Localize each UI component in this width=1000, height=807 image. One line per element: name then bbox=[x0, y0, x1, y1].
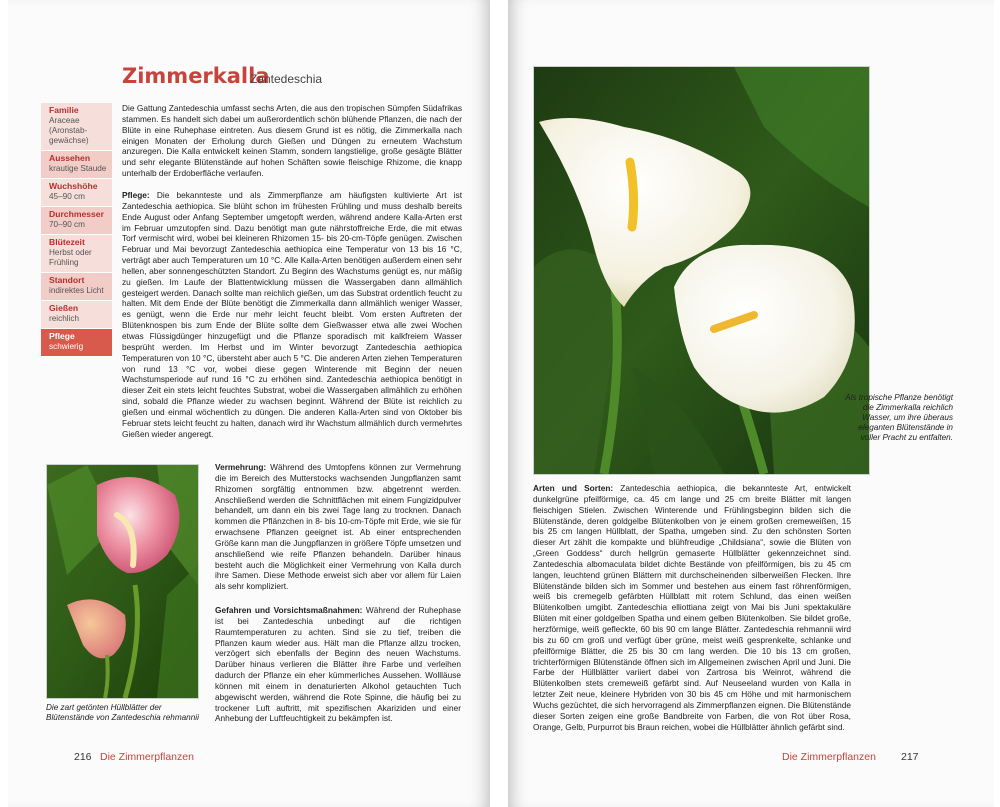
white-calla-photo bbox=[533, 66, 870, 475]
fact-value: schwierig bbox=[49, 342, 84, 351]
varieties-text: Zantedeschia aethiopica, die bekannteste Art, entwickelt dunkelgrüne pfeilförmige, ca. 45 cm lange und 25 cm breite Blätter mit langen fleischigen Stielen. Zwischen Winterende und Frühlingsbeginn bilden sich die Blütenstände, deren goldgelbe Blütenkolben von je einem großen cremeweißen, 15 bis 25 cm langen Hüllblatt, der Spatha, umgeben sind. Zu den schönsten Sorten dieser Art zählt die kompakte und blühfreudige „Childsiana“, sowie die Blüten von „Green Goddess“ durch hellgrün gemaserte Hüllblätter gekennzeichnet sind. Zantedeschia albomaculata bildet dichte Bestände von pfeilförmigen, bis zu 45 cm langen, leuchtend grünen Blättern mit durchscheinenden silberweißen Flecken. Ihre Blütenstände bilden sich im Sommer und bestehen aus einem fast röhrenförmigen, weiß bis cremegelb gefärbten Hüllblatt mit rotem Schlund, das einen weißen Blütenkolben umgibt. Zantedeschia elliottiana zeigt von Mai bis Juni spektakuläre Blüten mit einer goldgelben Spatha und einem gelben Blütenkolben. Sie bildet große, herzförmige, weiß gefleckte, 60 bis 90 cm lange Blätter. Zantedeschia rehmannii wird bis zu 60 cm groß und verfügt über grüne, meist weiß gesprenkelte, schlanke und pfeilförmige Blätter, die 25 bis 30 cm lang werden. Die 10 bis 13 cm großen, trichterförmigen Blütenstände öffnen sich im Allgemeinen zwischen April und Juni. Die Farbe der Hüllblätter variiert dabei von Zartrosa bis Weinrot, während die Blütenkolben stets cremeweiß gefärbt sind. Auf Neuseeland wurden von Kalla in letzter Zeit neue, kleinere Hybriden von 30 bis 45 cm Höhe und mit harmonischem Wuchs gezüchtet, die sich hervorragend als Zimmerpflanzen eignen. Die Blütenstände dieser Sorten zeigen eine große Bandbreite von Farben, die von Rot über Rosa, Orange, Gelb, Purpurrot bis Braun reichen, wobei die Hüllblätter ähnlich gefärbt sind. bbox=[533, 483, 851, 732]
intro-text: Die Gattung Zantedeschia umfasst sechs Arten, die aus den tropischen Sümpfen Südafrikas stammen. Es handelt sich dabei um außerordentlich schön blühende Pflanzen, die nach der Blüte in eine Ruhephase eintreten. Aus diesem Grund ist es nötig, die Zimmerkalla nach einigen Monaten der Erholung durch Gießen und Düngen zu erneutem Wachstum anzuregen. Die Kalla entwickelt keinen Stamm, sondern langstielige, große gesägte Blätter und sehr elegante Blütenstände auf hohen Schäften sowie fleischige Rhizome, die knapp unterhalb der Erdoberfläche verlaufen. bbox=[122, 103, 462, 179]
page-number-left: 216 bbox=[74, 751, 92, 763]
fact-label: Durchmesser bbox=[49, 209, 104, 219]
running-title-right: Die Zimmerpflanzen bbox=[782, 751, 876, 763]
fact-care bbox=[41, 329, 112, 357]
fact-value: krautige Staude bbox=[49, 164, 107, 173]
fact-label: Familie bbox=[49, 105, 79, 115]
varieties-heading: Arten und Sorten: bbox=[533, 483, 614, 493]
fact-label: Blütezeit bbox=[49, 237, 85, 247]
varieties-section bbox=[533, 483, 851, 732]
propagation-heading: Vermehrung: bbox=[215, 462, 267, 472]
hazards-section bbox=[215, 605, 461, 724]
fact-appearance bbox=[41, 151, 112, 179]
fact-bloom-time bbox=[41, 235, 112, 273]
fact-label: Gießen bbox=[49, 303, 79, 313]
care-text: Die bekannteste und als Zimmerpflanze am häufigsten kultivierte Art ist Zantedeschia aethiopica. Sie blüht schon im frühesten Frühling und muss deshalb bereits Ende August oder Anfang September umgetopft werden, während andere Kalla-Arten erst im Februar umzutopfen sind. Dazu benötigt man gute nährstoffreiche Erde, die mit etwas Torf vermischt wird, wobei bei kleineren Rhizomen 15- bis 20-cm-Töpfe genügen. Zwischen Februar und Mai bevorzugt Zantedeschia aethiopica eine Temperatur von 13 bis 16 °C, verträgt aber auch Temperaturen um 10 °C. Alle Kalla-Arten benötigen außerdem einen sehr hellen, aber sonnengeschützten Standort. Zu Beginn des Wachstums genügt es, nur mäßig zu gießen. Im Laufe der Blattentwicklung müssen die Wassergaben dann allmählich gesteigert werden. Danach sollte man reichlich gießen, um das Substrat ordentlich feucht zu halten. Mit dem Ende der Blüte benötigt die Zimmerkalla dann allmählich weniger Wasser, es genügt, wenn die Erde nur mehr leicht feucht bleibt. Vom ersten Auftreten der Blütenknospen bis zum Ende der Blüte sollte dem Gießwasser etwa alle zwei Wochen etwas Flüssigdünger hinzugefügt und die Pflanze sporadisch mit kalkfreiem Wasser besprüht werden. Im Herbst und im Winter bevorzugt Zantedeschia aethiopica Temperaturen von 10 °C, übersteht aber auch 5 °C. Die anderen Arten ziehen Temperaturen von rund 13 °C vor, wobei diese gegen Winterende mit Beginn der neuen Wachstumsperiode auf rund 16 °C zu erhöhen sind. Zantedeschia aethiopica benötigt in dieser Zeit ein stets leicht feuchtes Substrat, wobei die Wassergaben allmählich zu erhöhen sind, sobald die Pflanze wieder zu wachsen beginnt. Während der Blüte ist reichlich zu gießen und einmal wöchentlich zu düngen. Die anderen Kalla-Arten sind von Oktober bis Februar stets leicht feucht zu halten, danach wird ihr Wachstum allmählich durch vermehrtes Gießen wieder angeregt. bbox=[122, 190, 463, 439]
left-photo-caption: Die zart getönten Hüllblätter der Blütenstände von Zantedeschia rehmannii bbox=[46, 703, 199, 722]
fact-value: Herbst oder Frühling bbox=[49, 248, 92, 267]
fact-value: 70–90 cm bbox=[49, 220, 85, 229]
propagation-text: Während des Umtopfens können zur Vermehrung die im Bereich des Mutterstocks wachsenden Jungpflanzen samt Rhizomen sorgfältig entnommen bzw. abgetrennt werden. Anschließend werden die Schnittflächen mit einem Fungizidpulver behandelt, um dann ein bis zwei Tage lang zu trocknen. Danach kommen die Pflänzchen in 8- bis 10-cm-Töpfe mit Erde, wie sie für erwachsene Pflanzen geeignet ist. Ab einer entsprechenden Größe kann man die Jungpflanzen in größere Töpfe umsetzen und anschließend wie reife Pflanzen behandeln. Darüber hinaus besteht auch die Möglichkeit einer Vermehrung von Kalla durch ihre Samen. Diese Methode erweist sich aber vor allem für Laien als sehr kompliziert. bbox=[215, 462, 461, 592]
page-title: Zimmerkalla bbox=[122, 64, 270, 88]
botanical-name: Zantedeschia bbox=[250, 72, 323, 86]
propagation-section bbox=[215, 462, 461, 592]
hazards-text: Während der Ruhephase ist bei Zantedeschia unbedingt auf die richtigen Raumtemperaturen zu achten. Sind sie zu tief, treiben die Pflanzen kaum wieder aus. Hält man die Pflanze allzu trocken, verzögert sich ebenfalls der Beginn des neuen Wachstums. Darüber hinaus verlieren die Blätter ihre Farbe und verleihen dadurch der Pflanze ein eher kümmerliches Aussehen. Wollläuse können mit einem in denaturierten Alkohol getauchten Tuch abgewischt werden, während die Rote Spinne, die häufig bei zu trockener Luft auftritt, mit spezifischen Akariziden und einer Anhebung der Luftfeuchtigkeit zu bekämpfen ist. bbox=[215, 605, 461, 724]
fact-label: Wuchshöhe bbox=[49, 181, 98, 191]
fact-value: reichlich bbox=[49, 314, 80, 323]
fact-value: indirektes Licht bbox=[49, 286, 104, 295]
pink-calla-photo bbox=[46, 464, 199, 699]
fact-location bbox=[41, 273, 112, 301]
care-section bbox=[122, 190, 462, 439]
intro-paragraph bbox=[122, 103, 462, 179]
page-number-right: 217 bbox=[901, 751, 919, 763]
fact-label: Aussehen bbox=[49, 153, 91, 163]
fact-value: 45–90 cm bbox=[49, 192, 85, 201]
fact-label: Standort bbox=[49, 275, 85, 285]
fact-label: Pflege bbox=[49, 331, 75, 341]
right-photo-caption: Als tropische Pflanze benötigt die Zimmerkalla reichlich Wasser, um ihre überaus eleganten Blütenstände in voller Pracht zu entfalten. bbox=[845, 393, 953, 442]
fact-family bbox=[41, 103, 112, 151]
running-title-left: Die Zimmerpflanzen bbox=[100, 751, 194, 763]
care-heading: Pflege: bbox=[122, 190, 150, 200]
fact-value: Araceae (Aronstab-gewächse) bbox=[49, 116, 89, 145]
fact-diameter bbox=[41, 207, 112, 235]
hazards-heading: Gefahren und Vorsichtsmaßnahmen: bbox=[215, 605, 363, 615]
fact-height bbox=[41, 179, 112, 207]
fact-watering bbox=[41, 301, 112, 329]
fact-sidebar bbox=[41, 103, 112, 357]
